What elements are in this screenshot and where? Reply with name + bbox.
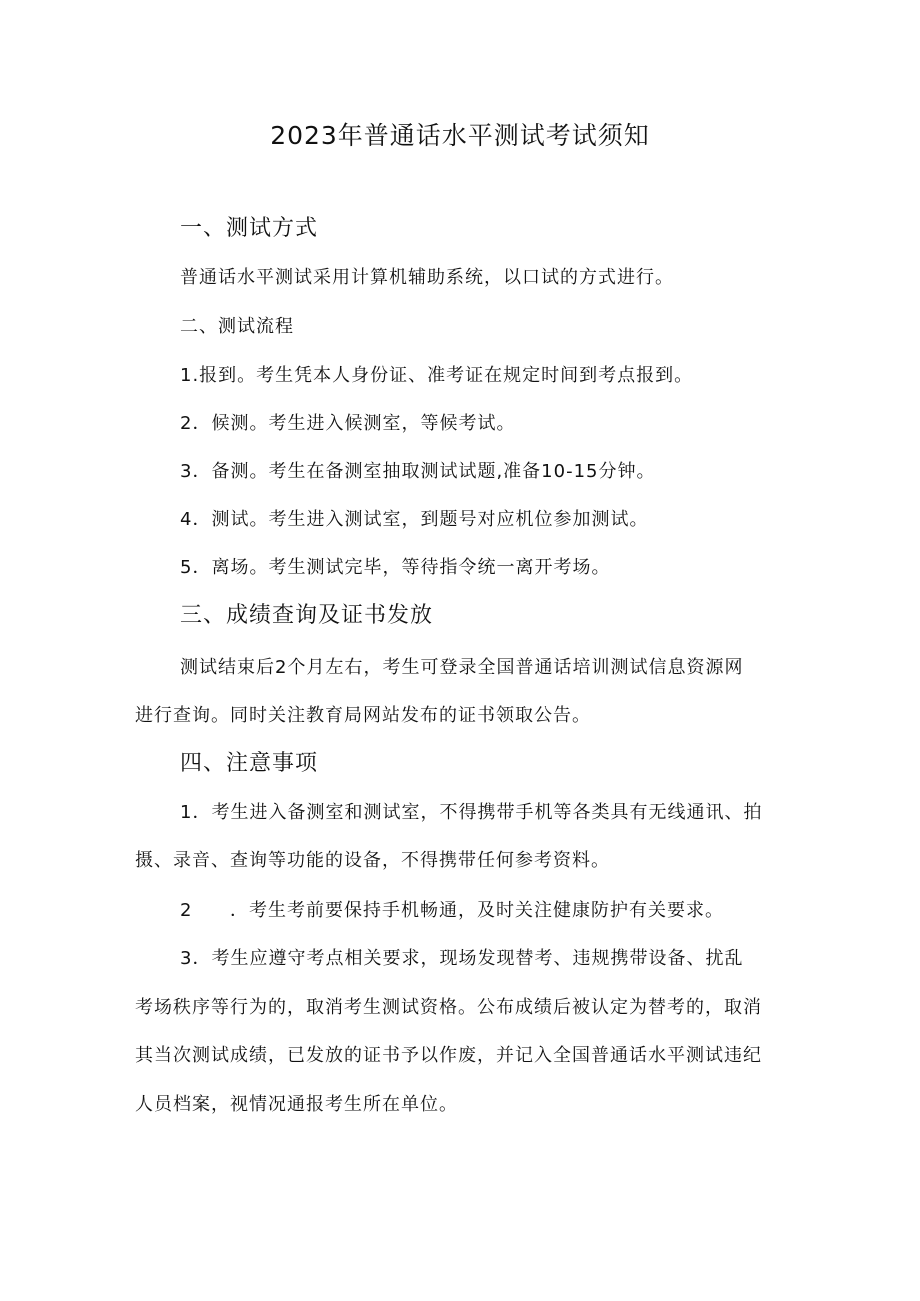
notice-3-line-4: 人员档案，视情况通报考生所在单位。: [135, 1094, 458, 1115]
step-4: 4．测试。考生进入测试室，到题号对应机位参加测试。: [180, 509, 649, 530]
section-2-heading: 二、测试流程: [180, 316, 294, 337]
notice-3-line-3: 其当次测试成绩，已发放的证书予以作废，并记入全国普通话水平测试违纪: [135, 1045, 762, 1066]
document-title: 2023年普通话水平测试考试须知: [270, 121, 650, 150]
notice-1-line-2: 摄、录音、查询等功能的设备，不得携带任何参考资料。: [135, 850, 610, 871]
section-3-line-2: 进行查询。同时关注教育局网站发布的证书领取公告。: [135, 705, 591, 726]
notice-2-number: 2: [180, 900, 193, 921]
notice-3-line-2: 考场秩序等行为的，取消考生测试资格。公布成绩后被认定为替考的，取消: [135, 997, 762, 1018]
section-1-heading: 一、测试方式: [180, 216, 319, 241]
step-2: 2．候测。考生进入候测室，等候考试。: [180, 413, 516, 434]
section-4-heading: 四、注意事项: [180, 751, 319, 776]
notice-3-line-1: 3．考生应遵守考点相关要求，现场发现替考、违规携带设备、扰乱: [180, 948, 744, 969]
step-1: 1.报到。考生凭本人身份证、准考证在规定时间到考点报到。: [180, 365, 694, 386]
section-3-heading: 三、成绩查询及证书发放: [180, 603, 434, 628]
notice-2-text: ．考生考前要保持手机畅通，及时关注健康防护有关要求。: [230, 900, 724, 921]
section-3-line-1: 测试结束后2个月左右，考生可登录全国普通话培训测试信息资源网: [180, 657, 744, 678]
notice-1-line-1: 1．考生进入备测室和测试室，不得携带手机等各类具有无线通讯、拍: [180, 802, 763, 823]
step-5: 5．离场。考生测试完毕，等待指令统一离开考场。: [180, 557, 611, 578]
section-1-text: 普通话水平测试采用计算机辅助系统，以口试的方式进行。: [180, 267, 674, 288]
step-3: 3．备测。考生在备测室抽取测试试题,准备10-15分钟。: [180, 461, 656, 482]
notice-2: [180, 896, 724, 926]
